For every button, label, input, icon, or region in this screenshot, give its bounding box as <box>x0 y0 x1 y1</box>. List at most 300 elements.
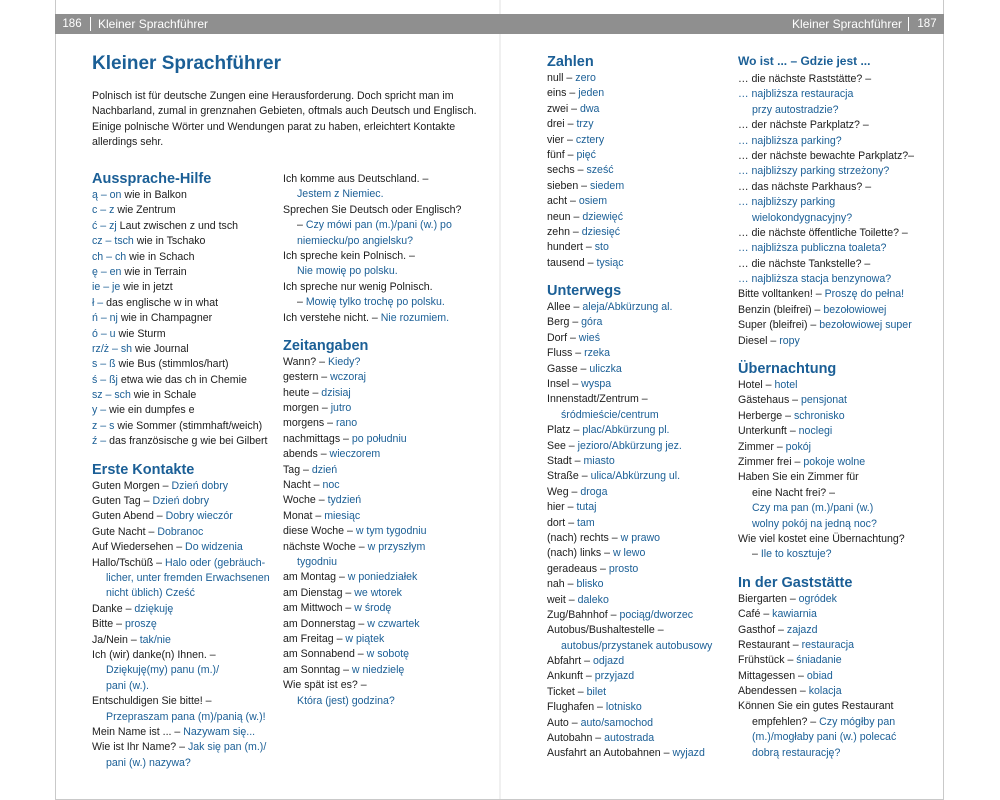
phrase-row <box>283 663 493 678</box>
german-text: wie Sommer (stimmhaft/weich) <box>114 419 263 432</box>
polish-text: c – z <box>92 204 115 217</box>
phrase-row <box>547 485 732 500</box>
phrase-row <box>738 134 938 149</box>
phrase-row <box>547 163 732 178</box>
polish-text: obiad <box>806 669 833 682</box>
phrase-row <box>92 280 277 295</box>
polish-text: w sobotę <box>366 648 410 661</box>
polish-text: uliczka <box>589 362 622 375</box>
german-text: Dorf – <box>547 331 579 344</box>
german-text: Gute Nacht – <box>92 525 158 538</box>
polish-text: dobrą restaurację? <box>752 746 841 759</box>
german-text: Danke – <box>92 602 135 615</box>
german-text: Ich spreche kein Polnisch. – <box>283 249 415 262</box>
polish-text: ę – en <box>92 265 122 278</box>
polish-text: tutaj <box>576 501 597 514</box>
german-text: Benzin (bleifrei) – <box>738 303 824 316</box>
wo-ist-list <box>738 72 938 349</box>
phrase-row <box>738 517 938 532</box>
german-text: wie Zentrum <box>114 204 176 217</box>
polish-text: niemiecku/po angielsku? <box>297 234 414 247</box>
polish-text: Dobry wieczór <box>165 510 233 523</box>
phrase-row <box>92 373 277 388</box>
phrase-row <box>92 633 277 648</box>
polish-text: wczoraj <box>330 371 367 384</box>
german-text: wie in Tschako <box>133 235 206 248</box>
german-text: See – <box>547 439 578 452</box>
polish-text: w przyszłym <box>367 540 426 553</box>
polish-text: ź – <box>92 435 107 448</box>
phrase-row <box>547 700 732 715</box>
phrase-row <box>738 592 938 607</box>
german-text: Ticket – <box>547 685 587 698</box>
polish-text: siedem <box>590 179 625 192</box>
phrase-row <box>738 72 938 87</box>
phrase-row <box>92 219 277 234</box>
german-text: Zimmer frei – <box>738 455 804 468</box>
phrase-row <box>547 546 732 561</box>
polish-text: wolny pokój na jedną noc? <box>752 517 877 530</box>
german-text: Wie spät ist es? – <box>283 679 367 692</box>
german-text: eine Nacht frei? – <box>752 486 836 499</box>
polish-text: Do widzenia <box>185 541 243 554</box>
german-text: Bitte volltanken! – <box>738 288 825 301</box>
german-text: dort – <box>547 516 578 529</box>
polish-text: nicht üblich) Cześć <box>106 587 195 600</box>
polish-text: wyjazd <box>672 747 705 760</box>
polish-text: tysiąc <box>596 256 624 269</box>
phrase-row <box>547 117 732 132</box>
phrase-row <box>547 71 732 86</box>
phrase-row <box>738 424 938 439</box>
book-gutter <box>499 0 501 800</box>
phrase-row <box>283 586 493 601</box>
phrase-row <box>92 602 277 617</box>
german-text: Laut zwischen z und tsch <box>116 219 239 232</box>
german-text: Entschuldigen Sie bitte! – <box>92 695 212 708</box>
polish-text: daleko <box>577 593 609 606</box>
german-text: Biergarten – <box>738 592 799 605</box>
polish-text: s – ß <box>92 358 116 371</box>
polish-text: blisko <box>576 578 604 591</box>
polish-text: droga <box>580 485 608 498</box>
polish-text: Dobranoc <box>157 525 204 538</box>
phrase-row <box>283 694 493 709</box>
polish-text: jutro <box>330 402 352 415</box>
german-text: Frühstück – <box>738 654 797 667</box>
german-text: Stadt – <box>547 454 584 467</box>
polish-text: … najbliższa restauracja <box>738 88 854 101</box>
phrase-row <box>738 470 938 485</box>
polish-text: tam <box>577 516 595 529</box>
phrase-row <box>283 370 493 385</box>
german-text: Ankunft – <box>547 670 595 683</box>
phrase-row <box>92 188 277 203</box>
polish-text: y – <box>92 404 107 417</box>
phrase-row <box>283 432 493 447</box>
polish-text: pokoje wolne <box>803 455 866 468</box>
gaststaette-list <box>738 592 938 761</box>
german-text: Guten Abend – <box>92 510 166 523</box>
phrase-row <box>738 303 938 318</box>
polish-text: ie – je <box>92 281 121 294</box>
polish-text: pięć <box>576 148 596 161</box>
german-text: am Sonntag – <box>283 663 352 676</box>
polish-text: w tym tygodniu <box>355 525 427 538</box>
intro-paragraph <box>92 89 477 151</box>
phrase-row <box>547 133 732 148</box>
section-heading-gaststaette: In der Gaststätte <box>738 574 853 591</box>
phrase-row <box>283 203 493 218</box>
section-heading-erste-kontakte: Erste Kontakte <box>92 461 195 478</box>
phrase-row <box>547 531 732 546</box>
german-text: sechs – <box>547 164 587 177</box>
phrase-row <box>92 648 277 663</box>
phrase-row <box>92 525 277 540</box>
phrase-row <box>547 362 732 377</box>
phrase-row <box>547 194 732 209</box>
right-running-header <box>500 14 944 34</box>
polish-text: cz – tsch <box>92 235 134 248</box>
polish-text: dwa <box>579 102 600 115</box>
polish-text: ń – nj <box>92 312 118 325</box>
german-text: … die nächste Raststätte? – <box>738 73 872 85</box>
german-text: (nach) rechts – <box>547 531 621 544</box>
german-text: Innenstadt/Zentrum – <box>547 393 648 406</box>
german-text: zwei – <box>547 102 580 115</box>
phrase-row <box>738 287 938 302</box>
german-text: nächste Woche – <box>283 540 368 553</box>
german-text: Zimmer – <box>738 440 786 453</box>
polish-text: Dzień dobry <box>171 479 229 492</box>
polish-text: Halo oder (gebräuch- <box>165 556 266 569</box>
phrase-row <box>283 416 493 431</box>
polish-text: aleja/Abkürzung al. <box>582 301 673 314</box>
phrase-row <box>738 486 938 501</box>
phrase-row <box>738 684 938 699</box>
left-running-header <box>55 14 500 34</box>
german-text: Ich (wir) danke(n) Ihnen. – <box>92 648 216 661</box>
polish-text: Nie rozumiem. <box>380 311 450 324</box>
polish-text: sz – sch <box>92 389 131 402</box>
phrase-row <box>283 601 493 616</box>
phrase-row <box>283 493 493 508</box>
phrase-row <box>738 409 938 424</box>
german-text: am Donnerstag – <box>283 617 368 630</box>
polish-text: prosto <box>608 562 639 575</box>
polish-text: lotnisko <box>605 701 642 714</box>
german-text: Herberge – <box>738 409 794 422</box>
german-text: Monat – <box>283 509 325 522</box>
phrase-row <box>283 555 493 570</box>
german-text: eins – <box>547 87 579 100</box>
phrase-row <box>283 401 493 416</box>
phrase-row <box>283 295 493 310</box>
german-text: vier – <box>547 133 576 146</box>
polish-text: przy autostradzie? <box>752 103 839 116</box>
phrase-row <box>547 256 732 271</box>
polish-text: ą – on <box>92 189 122 201</box>
polish-text: plac/Abkürzung pl. <box>582 424 670 437</box>
phrase-row <box>283 187 493 202</box>
intro-line: Nachbarland, zumal in grenznahen Gebieten, oftmals auch Deutsch und Englisch. <box>92 105 477 118</box>
phrase-row <box>283 172 493 187</box>
german-text: Gästehaus – <box>738 394 802 407</box>
german-text: Berg – <box>547 316 582 329</box>
phrase-row <box>547 392 732 407</box>
german-text: geradeaus – <box>547 562 609 575</box>
unterwegs-list <box>547 300 732 762</box>
phrase-row <box>738 149 938 164</box>
german-text: wie in jetzt <box>120 281 173 294</box>
column-3 <box>547 42 732 762</box>
phrase-row <box>283 264 493 279</box>
polish-text: bezołowiowej <box>823 303 887 316</box>
phrase-row <box>92 296 277 311</box>
german-text: Weg – <box>547 485 581 498</box>
german-text: Diesel – <box>738 334 780 347</box>
polish-text: zero <box>575 72 596 84</box>
section-heading-aussprache: Aussprache-Hilfe <box>92 171 212 187</box>
polish-text: hotel <box>774 379 798 392</box>
german-text: etwa wie das ch in Chemie <box>117 373 247 386</box>
phrase-row <box>738 699 938 714</box>
polish-text: w piątek <box>345 632 385 645</box>
phrase-row <box>738 547 938 562</box>
german-text: Abendessen – <box>738 685 809 698</box>
phrase-row <box>283 218 493 233</box>
polish-text: w niedzielę <box>351 663 405 676</box>
german-text: Gasse – <box>547 362 590 375</box>
phrase-row <box>283 386 493 401</box>
polish-text: w poniedziałek <box>347 571 418 584</box>
polish-text: osiem <box>578 195 608 208</box>
polish-text: Czy mówi pan (m.)/pani (w.) po <box>305 219 452 232</box>
german-text: das englische w in what <box>103 296 219 309</box>
polish-text: śniadanie <box>796 654 842 667</box>
german-text: Auto – <box>547 716 581 729</box>
german-text: Sprechen Sie Deutsch oder Englisch? <box>283 203 462 216</box>
polish-text: Nie mowię po polsku. <box>297 265 398 278</box>
polish-text: sześć <box>586 164 614 177</box>
phrase-row <box>283 570 493 585</box>
german-text: wie Bus (stimmlos/hart) <box>115 358 229 371</box>
phrase-row <box>283 509 493 524</box>
polish-text: pani (w.) nazywa? <box>106 756 191 769</box>
phrase-row <box>547 593 732 608</box>
german-text: Allee – <box>547 301 583 314</box>
phrase-row <box>92 740 277 755</box>
aussprache-list <box>92 188 277 450</box>
polish-text: odjazd <box>592 655 625 668</box>
german-text: wie in Balkon <box>121 189 187 201</box>
phrase-row <box>738 623 938 638</box>
german-text: Bitte – <box>92 618 125 631</box>
german-text: Mittagessen – <box>738 669 807 682</box>
german-text: Gasthof – <box>738 623 787 636</box>
german-text: am Dienstag – <box>283 586 355 599</box>
phrase-row <box>738 730 938 745</box>
polish-text: ś – ßj <box>92 373 118 386</box>
polish-text: Dzień dobry <box>152 495 209 508</box>
phrase-row <box>283 311 493 326</box>
phrase-row <box>547 225 732 240</box>
german-text: zehn – <box>547 225 582 238</box>
german-text: Autobus/Bushaltestelle – <box>547 624 664 637</box>
german-text: Tag – <box>283 463 312 476</box>
german-text: Nacht – <box>283 479 323 492</box>
phrase-row <box>92 586 277 601</box>
phrase-row <box>92 756 277 771</box>
german-text: … der nächste Parkplatz? – <box>738 119 869 132</box>
phrase-row <box>92 250 277 265</box>
polish-text: bilet <box>586 685 607 698</box>
polish-text: wieś <box>578 331 600 344</box>
polish-text: … najbliższy parking <box>738 196 836 209</box>
phrase-row <box>92 663 277 678</box>
phrase-row <box>738 532 938 547</box>
phrase-row <box>738 226 938 241</box>
polish-text: cztery <box>575 133 605 146</box>
polish-text: restauracja <box>801 638 855 651</box>
column-1 <box>92 159 277 771</box>
phrase-row <box>283 632 493 647</box>
section-heading-zahlen: Zahlen <box>547 54 594 70</box>
german-text: Guten Morgen – <box>92 479 172 492</box>
polish-text: licher, unter fremden Erwachsenen <box>106 571 270 584</box>
phrase-row <box>547 148 732 163</box>
polish-text: ć – zj <box>92 219 117 232</box>
german-text: am Freitag – <box>283 632 346 645</box>
phrase-row <box>283 540 493 555</box>
left-header-title: Kleiner Sprachführer <box>98 17 209 31</box>
polish-text: Kiedy? <box>327 355 361 368</box>
phrase-row <box>547 179 732 194</box>
phrase-row <box>92 556 277 571</box>
german-text: … die nächste Tankstelle? – <box>738 257 871 270</box>
polish-text: kolacja <box>808 685 842 698</box>
polish-text: ogródek <box>798 592 837 605</box>
polish-text: śródmieście/centrum <box>561 408 659 421</box>
polish-text: góra <box>581 316 603 329</box>
german-text: Ich verstehe nicht. – <box>283 311 381 324</box>
phrase-row <box>547 746 732 761</box>
german-text: – <box>297 219 306 232</box>
polish-text: ó – u <box>92 327 116 340</box>
phrase-row <box>92 617 277 632</box>
german-text: sieben – <box>547 179 590 192</box>
phrase-row <box>547 685 732 700</box>
phrase-row <box>92 327 277 342</box>
right-page-number: 187 <box>917 18 937 30</box>
german-text: – <box>752 548 761 561</box>
german-text: wie Sturm <box>115 327 166 340</box>
german-text: Ich spreche nur wenig Polnisch. <box>283 280 433 293</box>
polish-text: Jestem z Niemiec. <box>297 188 384 201</box>
german-text: Auf Wiedersehen – <box>92 541 186 554</box>
phrase-row <box>738 715 938 730</box>
polish-text: Czy ma pan (m.)/pani (w.) <box>752 502 874 515</box>
polish-text: autobus/przystanek autobusowy <box>561 639 713 652</box>
german-text: Haben Sie ein Zimmer für <box>738 471 859 484</box>
polish-text: noc <box>322 479 340 492</box>
polish-text: miesiąc <box>324 509 361 522</box>
phrase-row <box>283 478 493 493</box>
german-text: Guten Tag – <box>92 495 153 508</box>
german-text: wie ein dumpfes e <box>106 404 195 417</box>
phrase-row <box>738 180 938 195</box>
phrase-row <box>283 647 493 662</box>
section-heading-zeitangaben: Zeitangaben <box>283 337 369 354</box>
polish-text: proszę <box>124 618 157 631</box>
phrase-row <box>738 164 938 179</box>
german-text: – <box>297 296 306 309</box>
german-text: Hallo/Tschüß – <box>92 556 166 569</box>
polish-text: dziewięć <box>582 210 623 223</box>
phrase-row <box>547 423 732 438</box>
polish-text: Czy mógłby pan <box>819 715 896 728</box>
phrase-row <box>547 516 732 531</box>
zeitangaben-list <box>283 355 493 709</box>
phrase-row <box>738 334 938 349</box>
polish-text: ulica/Abkürzung ul. <box>590 470 681 483</box>
polish-text: Dziękuję(my) panu (m.)/ <box>106 664 220 677</box>
phrase-row <box>738 257 938 272</box>
right-header-title: Kleiner Sprachführer <box>791 17 902 31</box>
phrase-row <box>547 654 732 669</box>
german-text: empfehlen? – <box>752 715 820 728</box>
phrase-row <box>547 669 732 684</box>
german-text: acht – <box>547 195 579 208</box>
polish-text: schronisko <box>793 409 845 422</box>
german-text: gestern – <box>283 371 331 384</box>
phrase-row <box>547 716 732 731</box>
german-text: wie in Champagner <box>117 312 213 325</box>
phrase-row <box>738 87 938 102</box>
header-separator <box>90 17 91 31</box>
phrase-row <box>92 494 277 509</box>
phrase-row <box>92 234 277 249</box>
german-text: morgens – <box>283 417 336 430</box>
german-text: Ausfahrt an Autobahnen – <box>547 747 673 760</box>
polish-text: tygodniu <box>297 555 338 568</box>
phrase-row <box>92 388 277 403</box>
german-text: Insel – <box>547 378 582 391</box>
german-text: Mein Name ist ... – <box>92 725 184 738</box>
german-text: Platz – <box>547 424 583 437</box>
phrase-row <box>738 378 938 393</box>
polish-text: … najbliższa publiczna toaleta? <box>738 242 887 255</box>
polish-text: z – s <box>92 419 115 432</box>
polish-text: jeden <box>578 87 605 100</box>
zahlen-list <box>547 71 732 271</box>
polish-text: (m.)/mogłaby pani (w.) polecać <box>752 731 897 744</box>
phrase-row <box>738 241 938 256</box>
polish-text: po południu <box>351 432 407 445</box>
left-page-edge <box>55 0 56 800</box>
phrase-row <box>92 419 277 434</box>
phrase-row <box>92 694 277 709</box>
phrase-row <box>283 249 493 264</box>
german-text: Straße – <box>547 470 591 483</box>
german-text: Hotel – <box>738 379 775 392</box>
german-text: am Montag – <box>283 571 348 584</box>
phrase-row <box>738 195 938 210</box>
phrase-row <box>547 623 732 638</box>
polish-text: Która (jest) godzina? <box>297 694 395 707</box>
german-text: Zug/Bahnhof – <box>547 608 620 621</box>
german-text: heute – <box>283 386 322 399</box>
